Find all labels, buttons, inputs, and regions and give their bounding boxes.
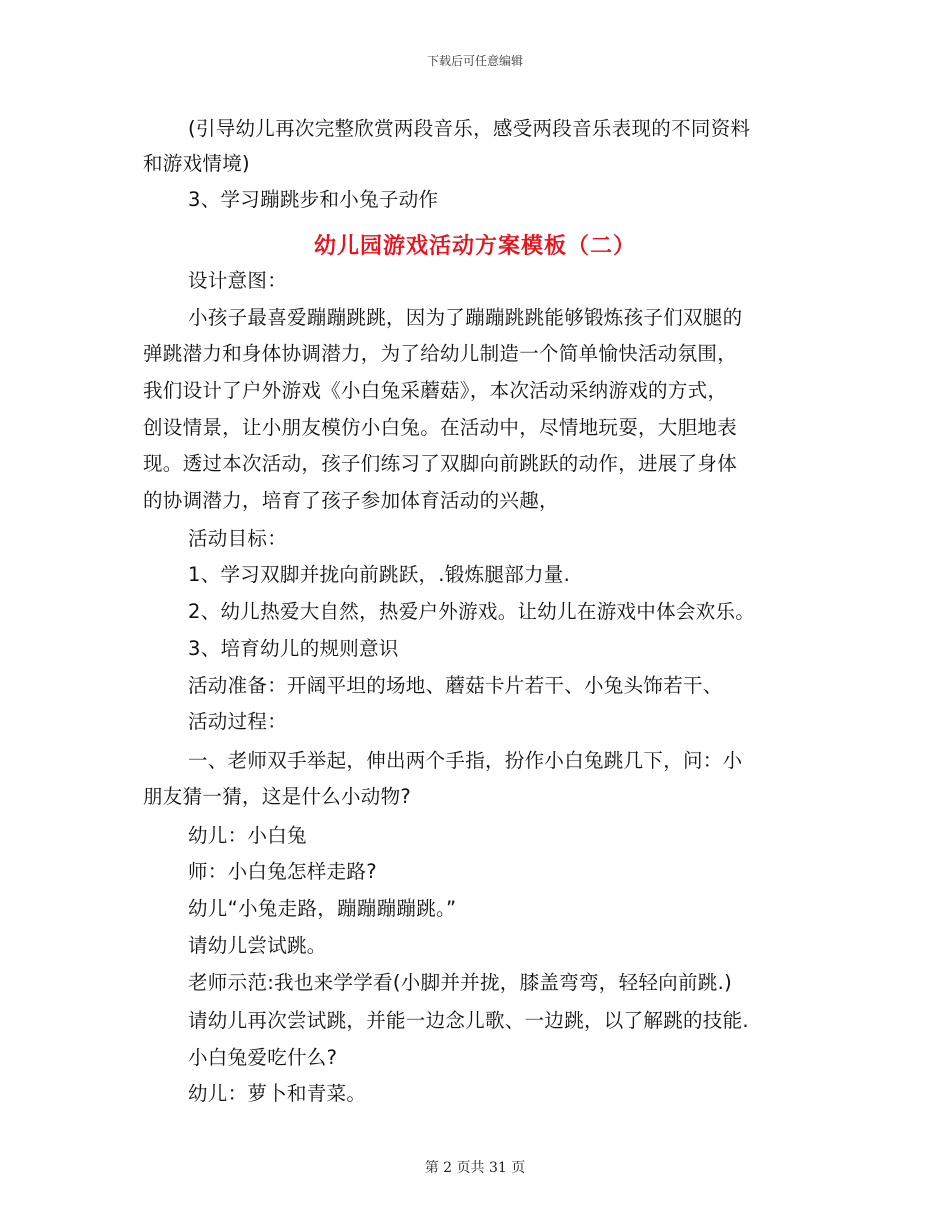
paragraph-line: 请幼儿尝试跳。 [188, 934, 327, 957]
page-footer: 第 2 页共 31 页 [424, 1160, 526, 1176]
paragraph-line: 3、培育幼儿的规则意识 [188, 637, 399, 660]
paragraph-line: 活动过程： [188, 710, 288, 733]
paragraph-line: 活动目标： [188, 527, 288, 550]
paragraph-line: 和游戏情境) [143, 152, 250, 175]
paragraph-line: 一、老师双手举起，伸出两个手指，扮作小白兔跳几下，问：小 [188, 749, 743, 772]
section-title: 幼儿园游戏活动方案模板（二） [313, 234, 636, 259]
paragraph-line: 师：小白兔怎样走路? [188, 860, 377, 883]
paragraph-line: 3、学习蹦跳步和小兔子动作 [188, 188, 439, 211]
paragraph-line: 现。透过本次活动，孩子们练习了双脚向前跳跃的动作，进展了身体 [143, 452, 738, 475]
paragraph-line: 朋友猜一猜，这是什么小动物? [143, 785, 412, 808]
paragraph-line: 弹跳潜力和身体协调潜力，为了给幼儿制造一个简单愉快活动氛围， [143, 342, 738, 365]
paragraph-line: 活动准备：开阔平坦的场地、蘑菇卡片若干、小兔头饰若干、 [188, 674, 723, 697]
page-header: 下载后可任意编辑 [426, 54, 523, 68]
paragraph-line: 幼儿：萝卜和青菜。 [188, 1082, 367, 1105]
paragraph-line: 小孩子最喜爱蹦蹦跳跳，因为了蹦蹦跳跳能够锻炼孩子们双腿的 [188, 306, 743, 329]
paragraph-line: 我们设计了户外游戏《小白兔采蘑菇》，本次活动采纳游戏的方式， [143, 379, 728, 402]
paragraph-line: 小白兔爱吃什么? [188, 1046, 338, 1069]
paragraph-line: 创设情景，让小朋友模仿小白兔。在活动中，尽情地玩耍，大胆地表 [143, 416, 738, 439]
paragraph-line: 1、学习双脚并拢向前跳跃，.锻炼腿部力量. [188, 563, 571, 586]
paragraph-line: (引导幼儿再次完整欣赏两段音乐，感受两段音乐表现的不同资料 [188, 117, 751, 140]
paragraph-line: 的协调潜力，培育了孩子参加体育活动的兴趣， [143, 489, 559, 512]
paragraph-line: 幼儿“小兔走路，蹦蹦蹦蹦跳。” [188, 897, 457, 920]
paragraph-line: 幼儿：小白兔 [188, 824, 307, 847]
paragraph-line: 2、幼儿热爱大自然，热爱户外游戏。让幼儿在游戏中体会欢乐。 [188, 600, 756, 623]
paragraph-line: 请幼儿再次尝试跳，并能一边念儿歌、一边跳，以了解跳的技能. [188, 1009, 749, 1032]
paragraph-line: 老师示范:我也来学学看(小脚并并拢，膝盖弯弯，轻轻向前跳.) [188, 971, 732, 994]
paragraph-line: 设计意图： [188, 269, 288, 292]
